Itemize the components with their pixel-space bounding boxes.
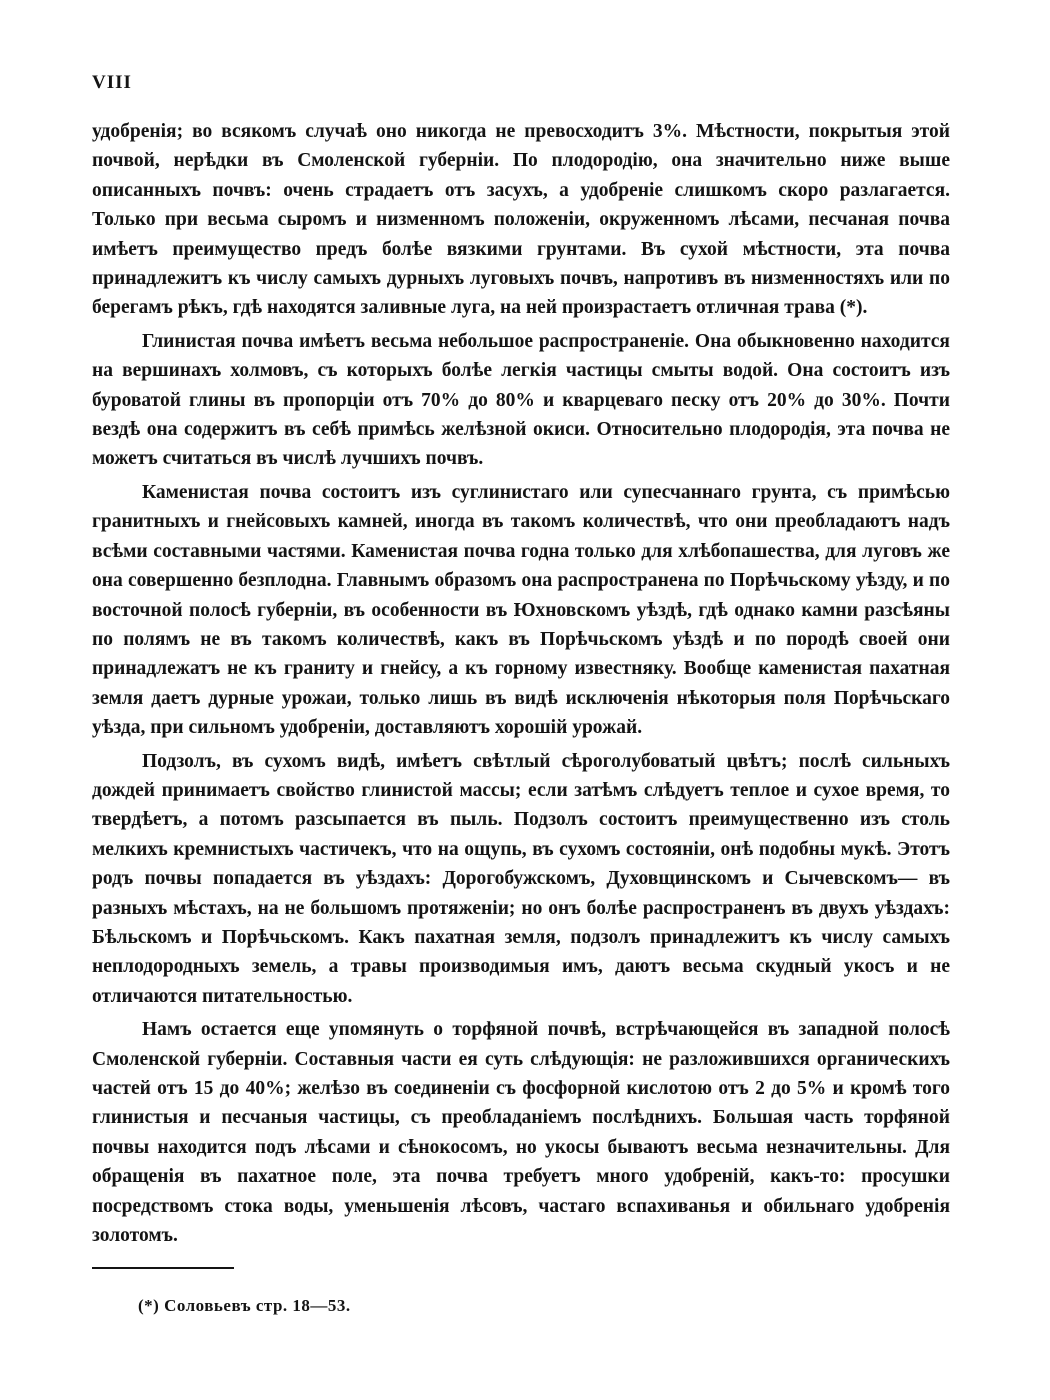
page-number: VIII: [92, 72, 132, 93]
paragraph-clay-soil: Глинистая почва имѣетъ весьма небольшое распространеніе. Она обыкновенно находится на вершинахъ холмовъ, съ которыхъ болѣе легкія частицы смыты водой. Она состоитъ изъ буроватой глины въ пропорціи отъ 70% до 80% и кварцеваго песку отъ 20% до 30%. Почти вездѣ она содержитъ въ себѣ примѣсь желѣзной окиси. Относительно плодородія, эта почва не можетъ считаться въ числѣ лучшихъ почвъ.: [92, 330, 950, 470]
paragraph-sandy-soil-continued: удобренія; во всякомъ случаѣ оно никогда не превосходитъ 3%. Мѣстности, покрытыя этой почвой, нерѣдки въ Смоленской губерніи. По плодородію, она значительно ниже выше описанныхъ почвъ: очень страдаетъ отъ засухъ, а удобреніе слишкомъ скоро разлагается. Только при весьма сыромъ и низменномъ положеніи, окруженномъ лѣсами, песчаная почва имѣетъ преимущество предъ болѣе вязкими грунтами. Въ сухой мѣстности, эта почва принадлежитъ къ числу самыхъ дурныхъ луговыхъ почвъ, напротивъ въ низменностяхъ или по берегамъ рѣкъ, гдѣ находятся заливные луга, на ней произрастаетъ отличная трава (*).: [92, 121, 950, 319]
body-text: [92, 117, 950, 1254]
paragraph-peat-soil: Намъ остается еще упомянуть о торфяной почвѣ, встрѣчающейся въ западной полосѣ Смоленской губерніи. Составныя части ея суть слѣдующія: не разложившихся органическихъ частей отъ 15 до 40%; желѣзо въ соединеніи съ фосфорной кислотою отъ 2 до 5% и кромѣ того глинистыя и песчаныя частицы, съ преобладаніемъ послѣднихъ. Большая часть торфяной почвы находится подъ лѣсами и сѣнокосомъ, но укосы бываютъ весьма незначительны. Для обращенія въ пахатное поле, эта почва требуетъ много удобреній, какъ-то: просушки посредствомъ стока воды, уменьшенія лѣсовъ, частаго вспахиванья и обильнаго удобренія золотомъ.: [92, 1019, 950, 1247]
footnote: (*) Соловьевъ стр. 18—53.: [138, 1296, 351, 1315]
paragraph-stony-soil: Каменистая почва состоитъ изъ суглинистаго или супесчаннаго грунта, съ примѣсью гранитныхъ и гнейсовыхъ камней, иногда въ такомъ количествѣ, что они преобладаютъ надъ всѣми составными частями. Каменистая почва годна только для хлѣбопашества, для луговъ же она совершенно безплодна. Главнымъ образомъ она распространена по Порѣчьскому уѣзду, и по восточной полосѣ губерніи, въ особенности въ Юхновскомъ уѣздѣ, гдѣ однако камни разсѣяны по полямъ не въ такомъ количествѣ, какъ въ Порѣчьскомъ уѣздѣ и по породѣ своей они принадлежатъ не къ граниту и гнейсу, а къ горному известняку. Вообще каменистая пахатная земля даетъ дурные урожаи, только лишь въ видѣ исключенія нѣкоторыя поля Порѣчьскаго уѣзда, при сильномъ удобреніи, доставляютъ хорошій урожай.: [92, 481, 950, 739]
paragraph-podzol: Подзолъ, въ сухомъ видѣ, имѣетъ свѣтлый сѣроголубоватый цвѣтъ; послѣ сильныхъ дождей принимаетъ свойство глинистой массы; если затѣмъ слѣдуетъ теплое и сухое время, то твердѣетъ, а потомъ разсыпается въ пыль. Подзолъ состоитъ преимущественно изъ столь мелкихъ кремнистыхъ частичекъ, что на ощупь, въ сухомъ состояніи, онѣ подобны мукѣ. Этотъ родъ почвы попадается въ уѣздахъ: Дорогобужскомъ, Духовщинскомъ и Сычевскомъ— въ разныхъ мѣстахъ, на не большомъ протяженіи; но онъ болѣе распространенъ въ двухъ уѣздахъ: Бѣльскомъ и Порѣчьскомъ. Какъ пахатная земля, подзолъ принадлежитъ къ числу самыхъ неплодородныхъ земель, а травы производимыя имъ, даютъ весьма скудный укосъ и не отличаются питательностью.: [92, 750, 950, 1007]
footnote-divider: [92, 1267, 234, 1269]
